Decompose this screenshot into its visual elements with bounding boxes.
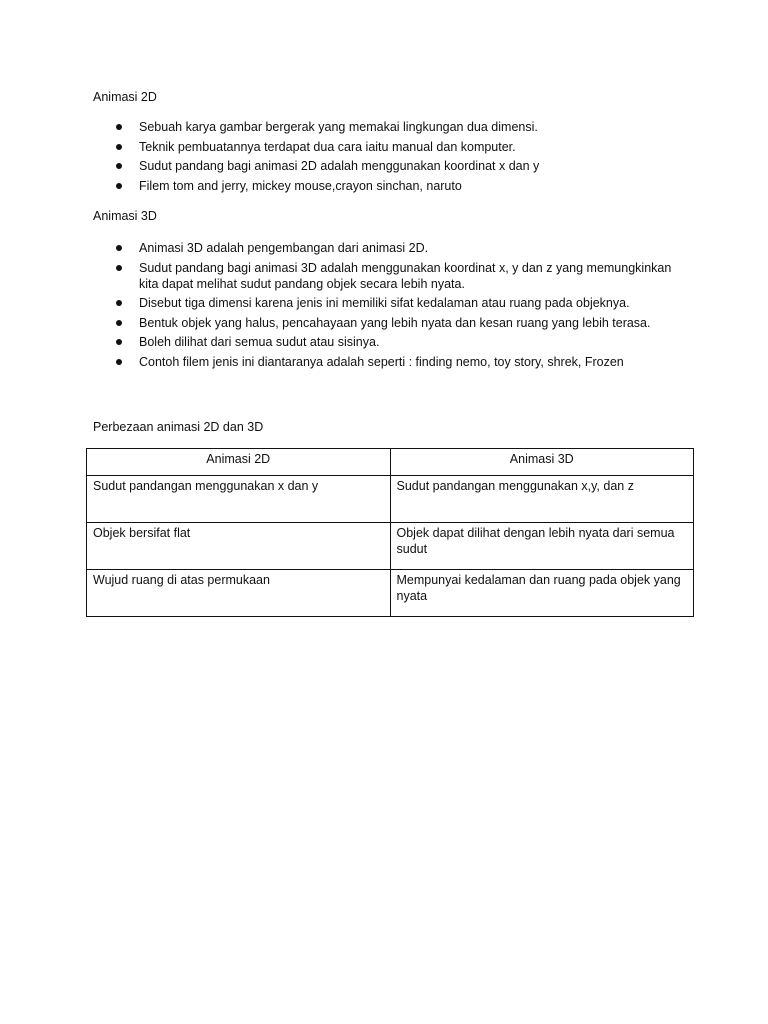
table-cell: Sudut pandangan menggunakan x,y, dan z <box>390 476 694 523</box>
heading-animasi-2d: Animasi 2D <box>93 90 157 104</box>
table-row <box>87 570 694 617</box>
list-item: Animasi 3D adalah pengembangan dari animasi 2D. <box>114 240 674 256</box>
table-cell: Sudut pandangan menggunakan x dan y <box>87 476 391 523</box>
comparison-table <box>86 448 694 617</box>
table-cell: Wujud ruang di atas permukaan <box>87 570 391 617</box>
table-cell: Objek bersifat flat <box>87 523 391 570</box>
table-row <box>87 476 694 523</box>
table-row <box>87 523 694 570</box>
list-item: Sudut pandang bagi animasi 3D adalah menggunakan koordinat x, y dan z yang memungkinkan kita dapat melihat sudut pandang objek secara lebih nyata. <box>114 260 674 292</box>
list-item: Sudut pandang bagi animasi 2D adalah menggunakan koordinat x dan y <box>114 158 674 174</box>
column-header-3d: Animasi 3D <box>390 449 694 476</box>
list-item: Boleh dilihat dari semua sudut atau sisinya. <box>114 334 674 350</box>
list-item: Filem tom and jerry, mickey mouse,crayon sinchan, naruto <box>114 178 674 194</box>
table-cell: Mempunyai kedalaman dan ruang pada objek yang nyata <box>390 570 694 617</box>
list-item: Disebut tiga dimensi karena jenis ini memiliki sifat kedalaman atau ruang pada objeknya. <box>114 295 674 311</box>
table-header-row <box>87 449 694 476</box>
table-cell: Objek dapat dilihat dengan lebih nyata dari semua sudut <box>390 523 694 570</box>
list-item: Bentuk objek yang halus, pencahayaan yang lebih nyata dan kesan ruang yang lebih terasa. <box>114 315 674 331</box>
list-item: Contoh filem jenis ini diantaranya adalah seperti : finding nemo, toy story, shrek, Frozen <box>114 354 674 370</box>
list-animasi-3d <box>114 240 674 373</box>
column-header-2d: Animasi 2D <box>87 449 391 476</box>
list-animasi-2d <box>114 119 674 197</box>
list-item: Sebuah karya gambar bergerak yang memakai lingkungan dua dimensi. <box>114 119 674 135</box>
list-item: Teknik pembuatannya terdapat dua cara iaitu manual dan komputer. <box>114 139 674 155</box>
heading-animasi-3d: Animasi 3D <box>93 209 157 223</box>
heading-perbezaan: Perbezaan animasi 2D dan 3D <box>93 420 264 434</box>
